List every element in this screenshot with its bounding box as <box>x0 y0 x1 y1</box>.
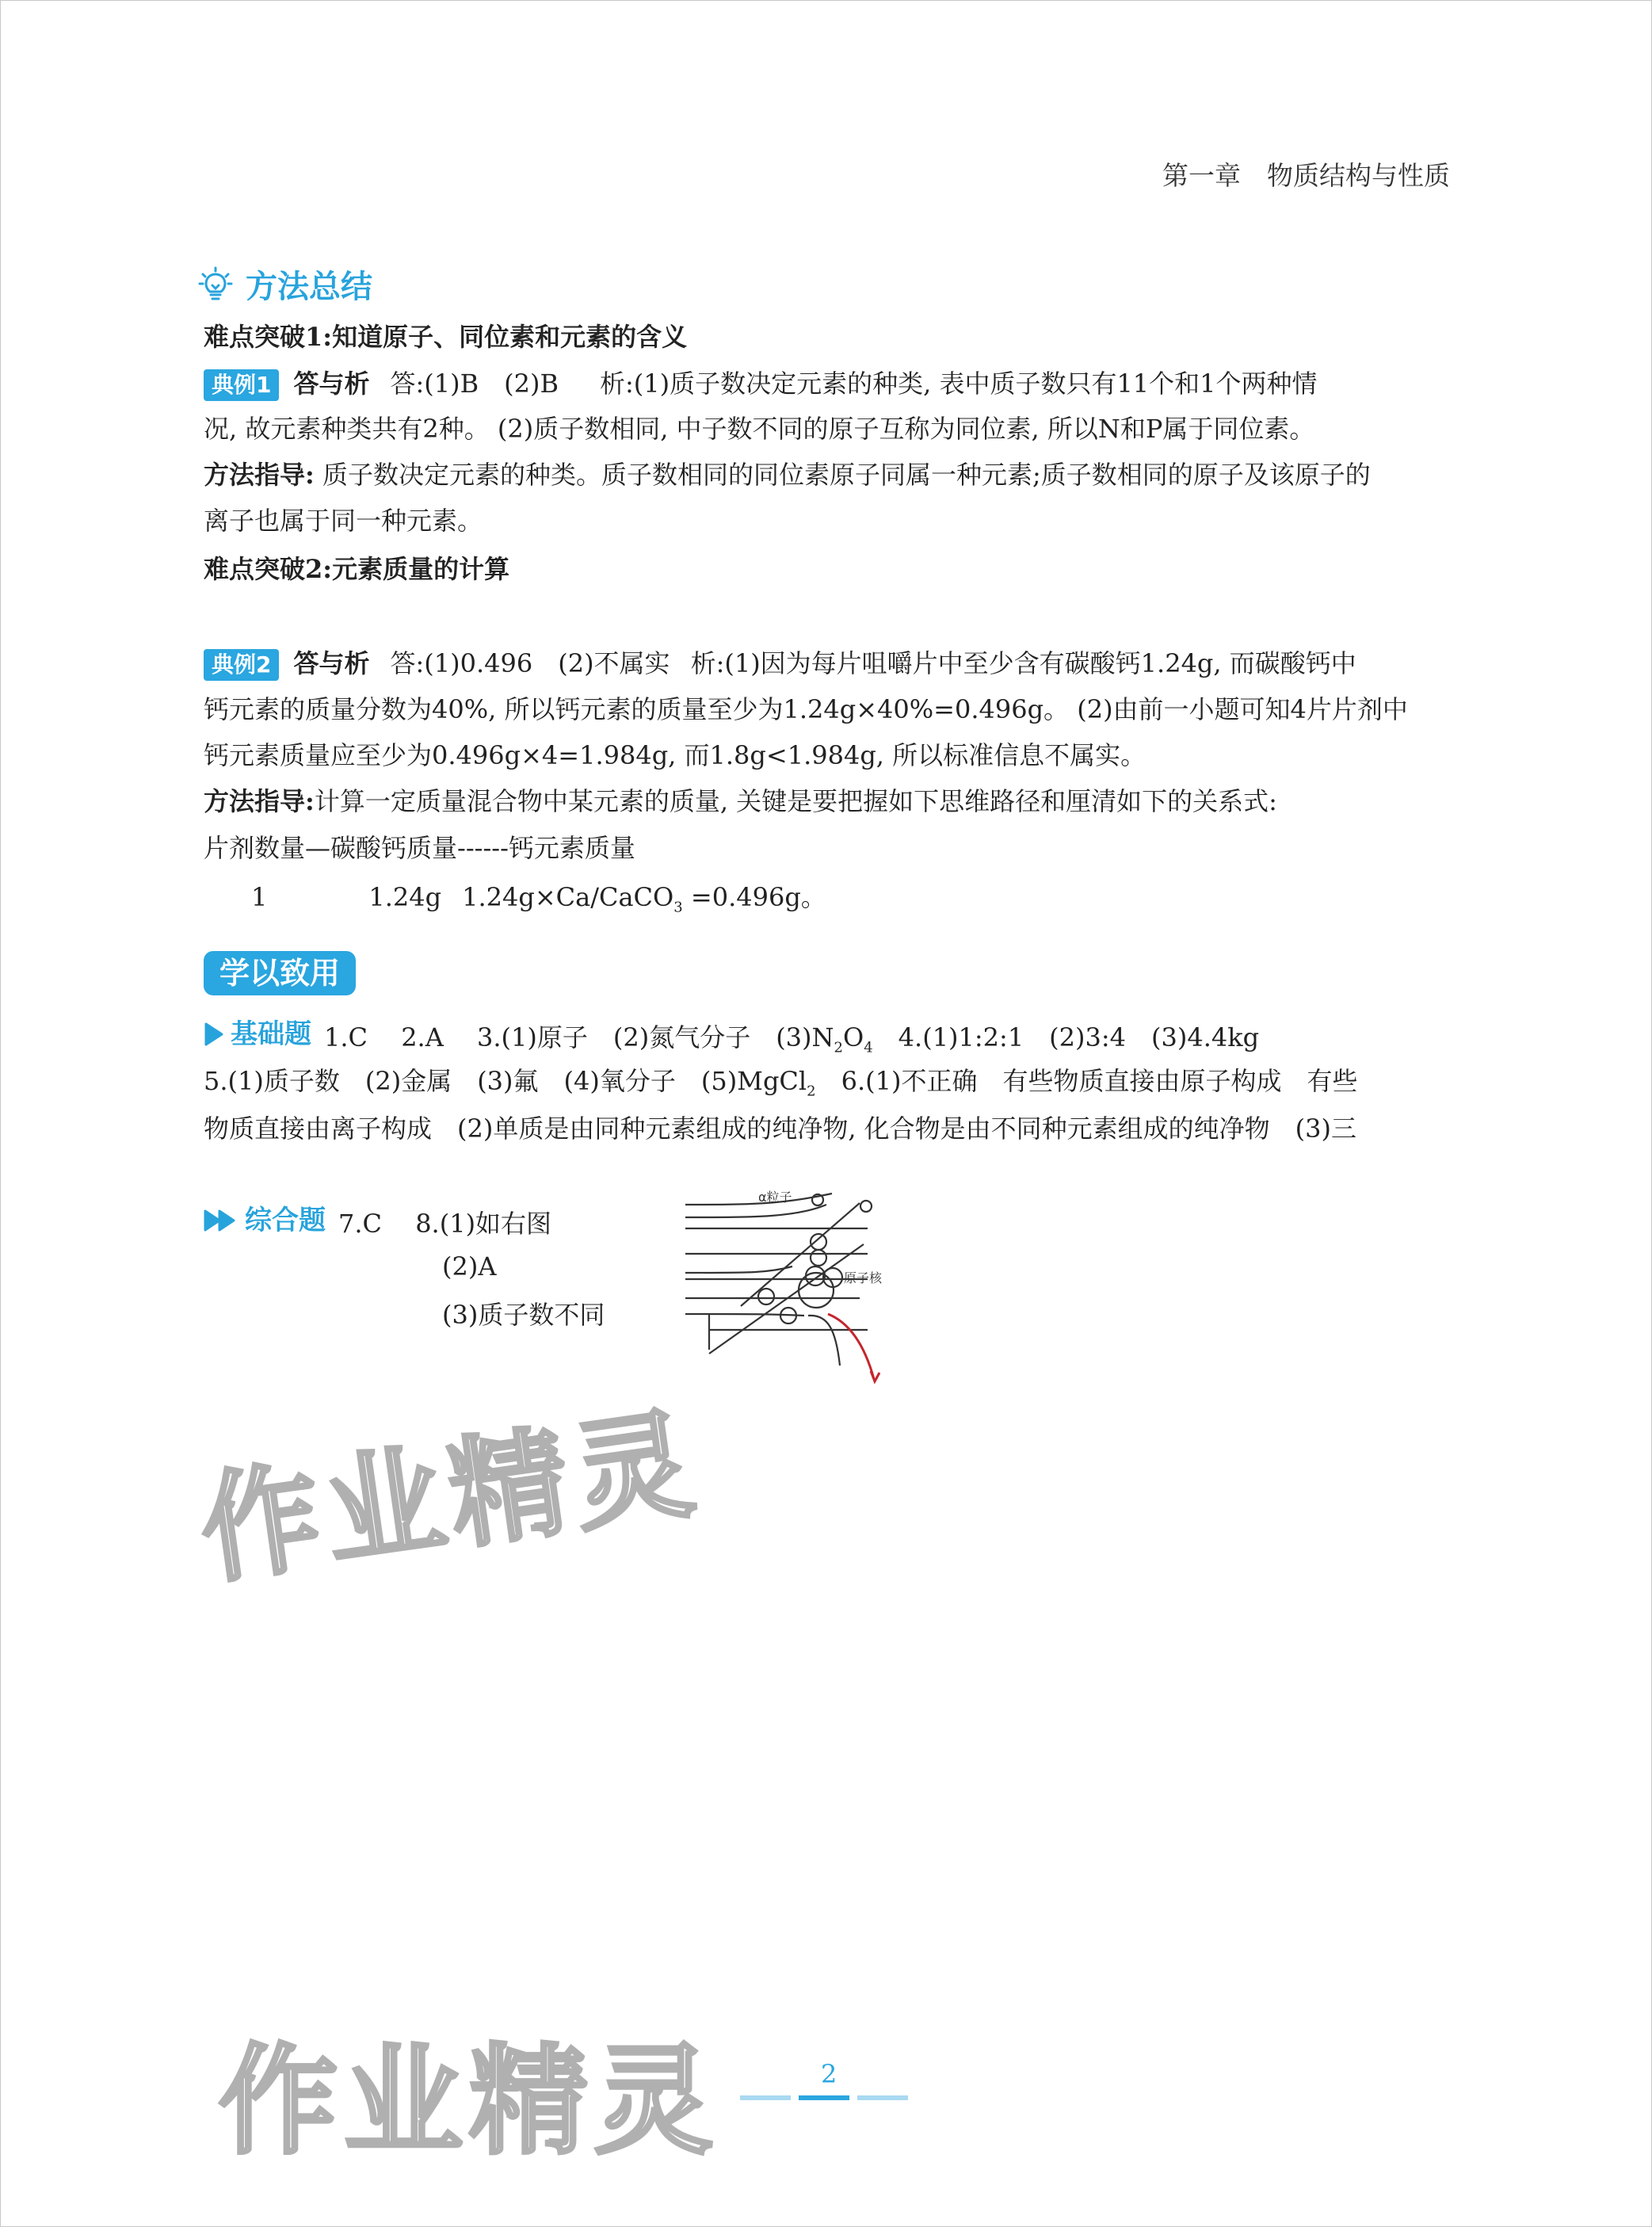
basic-answers-part1: 1.C 2.A 3.(1)原子 (2)氮气分子 (3)N <box>324 1022 834 1052</box>
guide1-text-2: 离子也属于同一种元素。 <box>204 506 483 536</box>
method-summary-heading <box>198 262 372 307</box>
example1-badge: 典例1 <box>204 369 279 401</box>
example2-badge: 典例2 <box>204 649 279 681</box>
basic-label: 基础题 <box>231 1018 311 1050</box>
watermark-upper: 作业精灵 <box>192 1394 708 1601</box>
example1-label: 答与析 <box>293 369 370 399</box>
footer-bar-right <box>857 2095 908 2100</box>
example2-analysis-3: 钙元素质量应至少为0.496g×4=1.984g, 而1.8g<1.984g, 所以标准信息不属实。 <box>204 740 1146 770</box>
footer-bar-center <box>799 2095 849 2100</box>
basic-line2-part2: 6.(1)不正确 有些物质直接由原子构成 有些 <box>815 1066 1358 1096</box>
basic-line3: 物质直接由离子构成 (2)单质是由同种元素组成的纯净物, 化合物是由不同种元素组成的纯净物 (3)三 <box>204 1114 1357 1144</box>
guide1-text-1: 质子数决定元素的种类。质子数相同的同位素原子同属一种元素;质子数相同的原子及该原子的 <box>322 460 1371 490</box>
double-play-arrow-icon <box>204 1209 238 1232</box>
example1-line1 <box>204 366 1318 401</box>
guide2-chain: 片剂数量—碳酸钙质量------钙元素质量 <box>204 833 635 863</box>
watermark-lower: 作业精灵 <box>219 2033 720 2171</box>
figure-label-nucleus: 原子核 <box>844 1270 883 1285</box>
example1-analysis-1: 析:(1)质子数决定元素的种类, 表中质子数只有11个和1个两种情 <box>599 369 1318 399</box>
difficulty2-title: 难点突破2:元素质量的计算 <box>204 554 510 584</box>
basic-line2-part1: 5.(1)质子数 (2)金属 (3)氟 (4)氧分子 (5)MgCl <box>204 1066 807 1096</box>
example2-analysis-1: 析:(1)因为每片咀嚼片中至少含有碳酸钙1.24g, 而碳酸钙中 <box>690 648 1356 678</box>
basic-line1 <box>204 1017 1259 1065</box>
footer-bar-left <box>740 2095 791 2100</box>
basic-sub-2: 4 <box>864 1039 873 1056</box>
guide2-label: 方法指导: <box>204 786 315 816</box>
example2-label: 答与析 <box>293 648 370 678</box>
play-arrow-icon <box>204 1022 224 1046</box>
example1-analysis-2: 况, 故元素种类共有2种。 (2)质子数相同, 中子数不同的原子互称为同位素, 所以N和P属于同位素。 <box>204 414 1315 444</box>
guide2-value-formula: 1.24g×Ca/CaCO <box>462 882 674 912</box>
page-number: 2 <box>821 2059 837 2089</box>
basic-answers-part3: 4.(1)1:2:1 (2)3:4 (3)4.4kg <box>872 1022 1260 1052</box>
method-summary-title: 方法总结 <box>246 269 372 305</box>
guide1-line1 <box>204 457 1371 492</box>
comprehensive-line1 <box>204 1203 551 1241</box>
basic-answers-part2: O <box>842 1022 864 1052</box>
comprehensive-label-group <box>204 1203 326 1238</box>
guide2-value-result: =0.496g。 <box>682 882 826 912</box>
example2-line1 <box>204 646 1356 681</box>
basic-line2-sub: 2 <box>807 1083 816 1100</box>
comprehensive-line2: (2)A <box>442 1251 497 1282</box>
guide2-value-count: 1 <box>251 882 268 912</box>
guide2-text: 计算一定质量混合物中某元素的质量, 关键是要把握如下思维路径和厘清如下的关系式: <box>314 786 1277 816</box>
difficulty1-title: 难点突破1:知道原子、同位素和元素的含义 <box>204 322 688 352</box>
apply-section-title: 学以致用 <box>204 951 356 995</box>
comprehensive-line3: (3)质子数不同 <box>442 1300 605 1330</box>
basic-line2 <box>204 1064 1357 1109</box>
alpha-scattering-figure <box>677 1171 883 1392</box>
comprehensive-answers-1: 7.C 8.(1)如右图 <box>338 1209 552 1239</box>
guide2-line1 <box>204 784 1277 819</box>
lightbulb-icon <box>198 266 233 303</box>
basic-label-group <box>204 1017 311 1052</box>
example1-answer: 答:(1)B (2)B <box>390 369 559 399</box>
guide1-label: 方法指导: <box>204 460 315 490</box>
example2-analysis-2: 钙元素的质量分数为40%, 所以钙元素的质量至少为1.24g×40%=0.496g。 (2)由前一小题可知4片片剂中 <box>204 694 1408 724</box>
figure-label-alpha: α粒子 <box>758 1190 792 1205</box>
comprehensive-label: 综合题 <box>245 1205 326 1236</box>
guide2-value-mass: 1.24g <box>368 882 442 912</box>
chapter-header: 第一章 物质结构与性质 <box>1162 160 1450 191</box>
guide2-formula-sub: 3 <box>673 899 683 916</box>
basic-sub-1: 2 <box>834 1039 843 1056</box>
example2-answer: 答:(1)0.496 (2)不属实 <box>390 648 670 678</box>
guide2-values <box>204 880 826 925</box>
